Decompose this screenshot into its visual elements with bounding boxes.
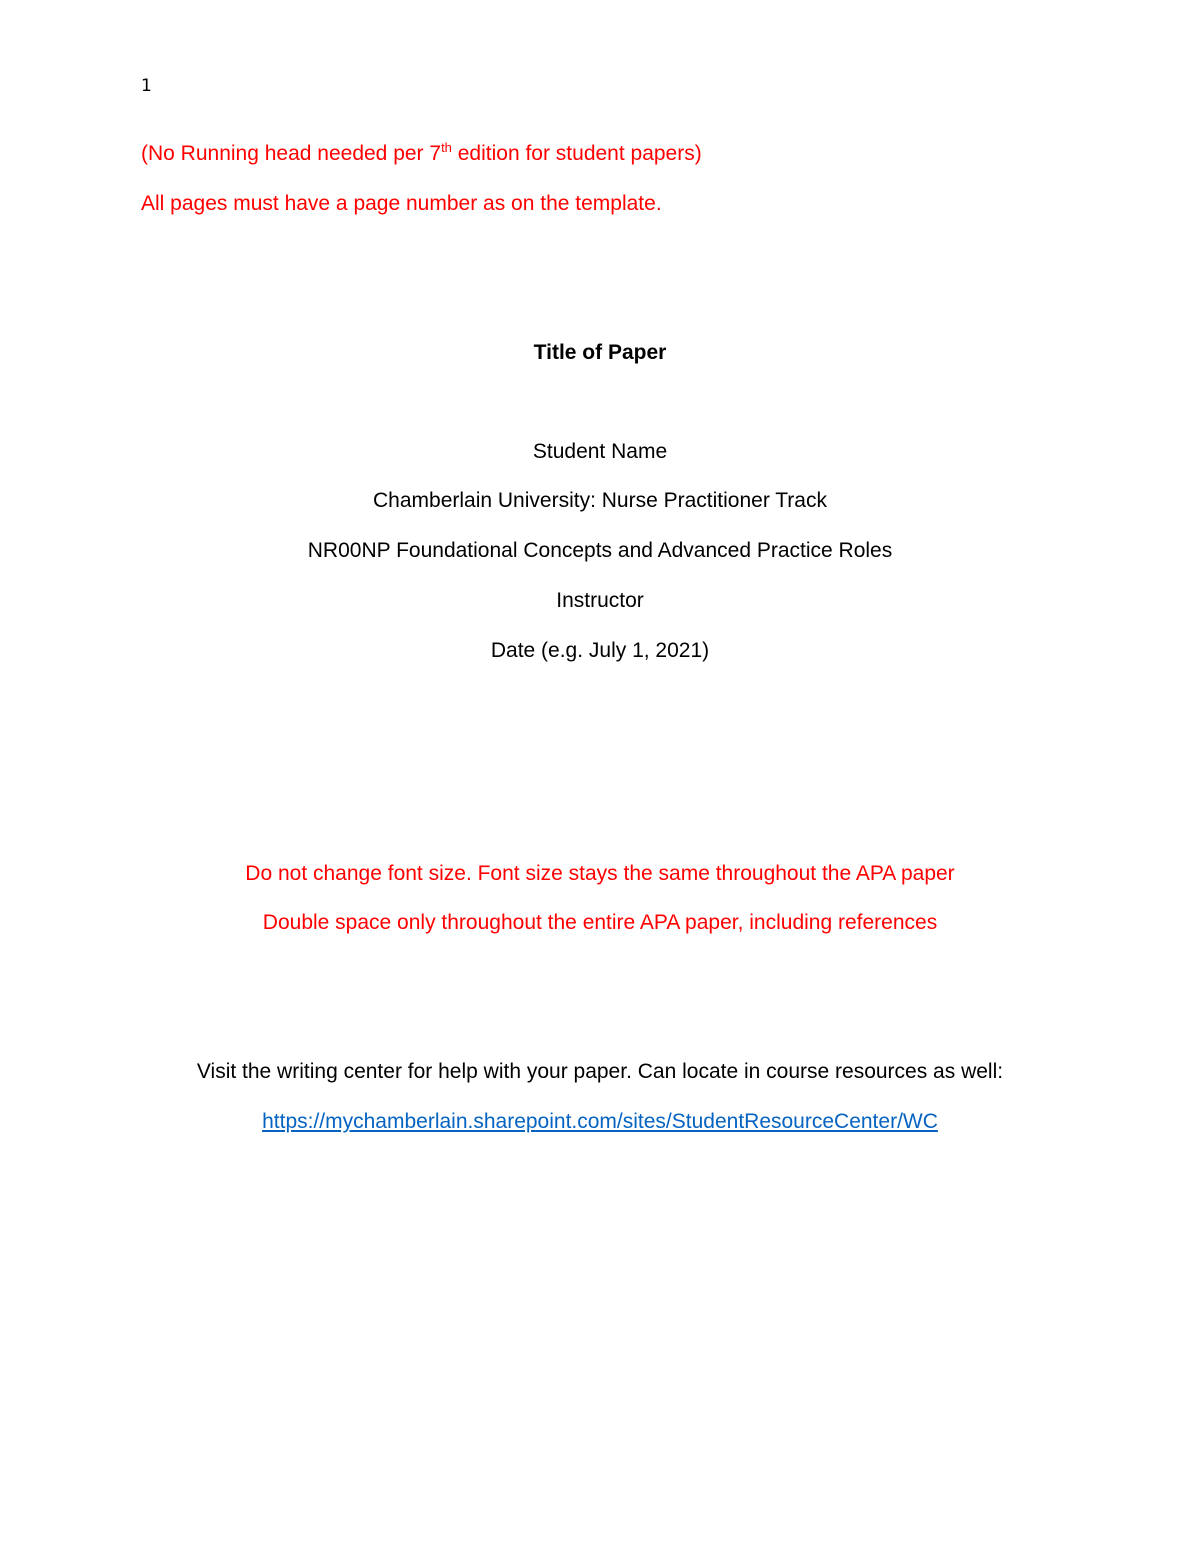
writing-center-text: Visit the writing center for help with your paper. Can locate in course resources as well: <box>196 1060 1004 1083</box>
writing-center-link-line <box>0 1109 1200 1135</box>
superscript-th: th <box>441 140 452 155</box>
page-number: 1 <box>141 76 152 96</box>
running-head-note-start: (No Running head needed per 7 <box>141 142 442 165</box>
page-number-note: All pages must have a page number as on the template. <box>141 192 662 215</box>
running-head-note-end: edition for student papers) <box>451 142 702 165</box>
student-name: Student Name <box>532 440 668 463</box>
paper-title: Title of Paper <box>533 341 667 364</box>
writing-center-link[interactable]: https://mychamberlain.sharepoint.com/sites/StudentResourceCenter/WC <box>262 1110 938 1133</box>
paper-date: Date (e.g. July 1, 2021) <box>490 639 710 662</box>
double-space-note: Double space only throughout the entire APA paper, including references <box>262 911 938 934</box>
running-head-note <box>141 141 702 167</box>
course-name: NR00NP Foundational Concepts and Advanced Practice Roles <box>307 539 893 562</box>
font-size-note: Do not change font size. Font size stays the same throughout the APA paper <box>245 862 955 885</box>
university-name: Chamberlain University: Nurse Practitioner Track <box>373 489 827 512</box>
instructor-name: Instructor <box>556 589 644 612</box>
